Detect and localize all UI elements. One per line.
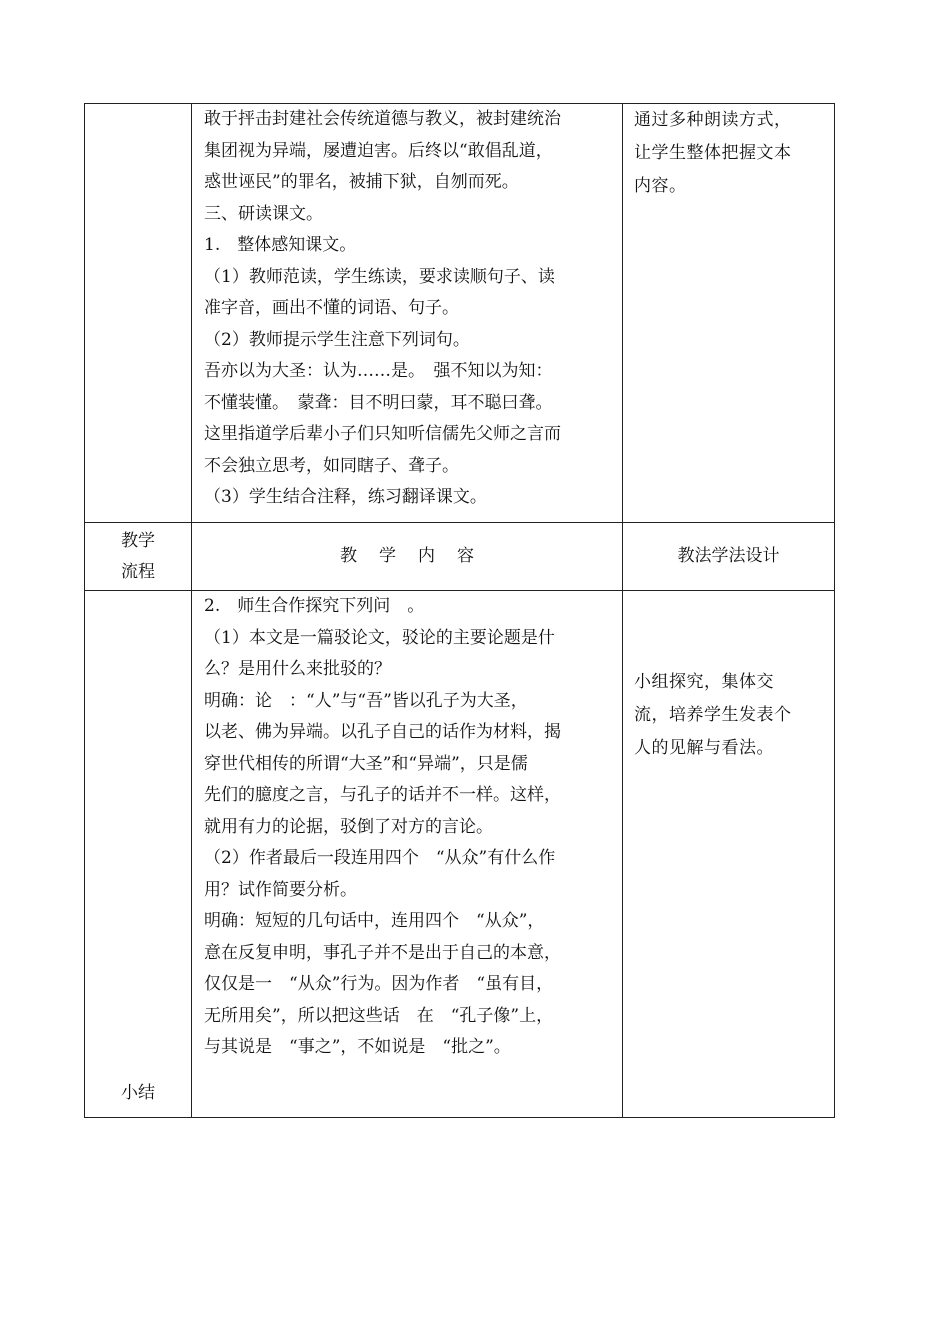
header-teaching-flow: 教学流程 (85, 523, 192, 591)
method-line: 内容。 (634, 176, 687, 196)
content-text-bottom (192, 591, 622, 1064)
content-line: 准字音，画出不懂的词语、句子。 (204, 298, 459, 318)
content-line: 集团视为异端，屡遭迫害。后终以“敢倡乱道， (204, 140, 553, 161)
content-line: （2）作者最后一段连用四个 “从众”有什么作 (204, 848, 556, 868)
content-line: （2）教师提示学生注意下列词句。 (204, 329, 470, 350)
content-line: 么？是用什么来批驳的？ (204, 659, 391, 679)
content-line: 就用有力的论据，驳倒了对方的言论。 (204, 816, 493, 837)
content-line: 无所用矣”，所以把这些话 在 “孔子像”上， (204, 1005, 554, 1026)
content-line: 1. 整体感知课文。 (204, 235, 357, 255)
content-line: 吾亦以为大圣：认为……是。 强不知以为知： (204, 361, 553, 381)
content-line: 仅仅是一 “从众”行为。因为作者 “虽有目， (204, 974, 554, 994)
method-text-bottom (623, 591, 834, 765)
method-line: 通过多种朗读方式， (634, 110, 792, 130)
content-line: 2. 师生合作探究下列问 。 (204, 596, 425, 616)
table-row (85, 104, 835, 523)
method-cell-top (623, 104, 835, 523)
content-cell-bottom (192, 591, 623, 1118)
method-line: 人的见解与看法。 (634, 738, 774, 758)
content-line: 以老、佛为异端。以孔子自己的话作为材料，揭 (204, 722, 561, 742)
method-line: 流，培养学生发表个 (634, 705, 792, 725)
table-row (85, 591, 835, 1118)
content-line: 不会独立思考，如同瞎子、聋子。 (204, 455, 459, 476)
header-row (85, 523, 835, 591)
content-line: 敢于抨击封建社会传统道德与教义，被封建统治 (204, 109, 561, 129)
content-line: 这里指道学后辈小子们只知听信儒先父师之言而 (204, 424, 561, 444)
content-line: 意在反复申明，事孔子并不是出于自己的本意， (204, 942, 561, 963)
lesson-plan-table (84, 103, 835, 1118)
header-method-design: 教法学法设计 (623, 523, 835, 591)
content-line: （1）教师范读，学生练读，要求读顺句子、读 (204, 266, 555, 287)
content-line: 穿世代相传的所谓“大圣”和“异端”，只是儒 (204, 753, 528, 774)
content-cell-top (192, 104, 623, 523)
header-teaching-content: 教学内容 (192, 523, 623, 591)
flow-cell-summary (85, 591, 192, 1118)
method-line: 让学生整体把握文本 (634, 143, 792, 163)
content-line: 明确：短短的几句话中，连用四个 “从众”， (204, 911, 545, 931)
flow-cell-empty (85, 104, 192, 523)
content-line: （3）学生结合注释，练习翻译课文。 (204, 487, 487, 507)
content-line: 与其说是 “事之”，不如说是 “批之”。 (204, 1037, 511, 1057)
content-line: 不懂装懂。 蒙聋：目不明曰蒙，耳不聪曰聋。 (204, 392, 553, 413)
summary-label: 小结 (121, 1083, 155, 1103)
method-cell-bottom (623, 591, 835, 1118)
content-line: 用？试作简要分析。 (204, 879, 357, 900)
content-line: 明确：论 ：“人”与“吾”皆以孔子为大圣， (204, 690, 528, 711)
content-text-top (192, 104, 622, 514)
method-line: 小组探究，集体交 (634, 672, 774, 692)
content-line: 三、研读课文。 (204, 203, 323, 224)
content-line: （1）本文是一篇驳论文，驳论的主要论题是什 (204, 627, 555, 648)
content-line: 惑世诬民”的罪名，被捕下狱，自刎而死。 (204, 172, 519, 192)
method-text-top (623, 104, 834, 203)
content-line: 先们的臆度之言，与孔子的话并不一样。这样， (204, 785, 561, 805)
